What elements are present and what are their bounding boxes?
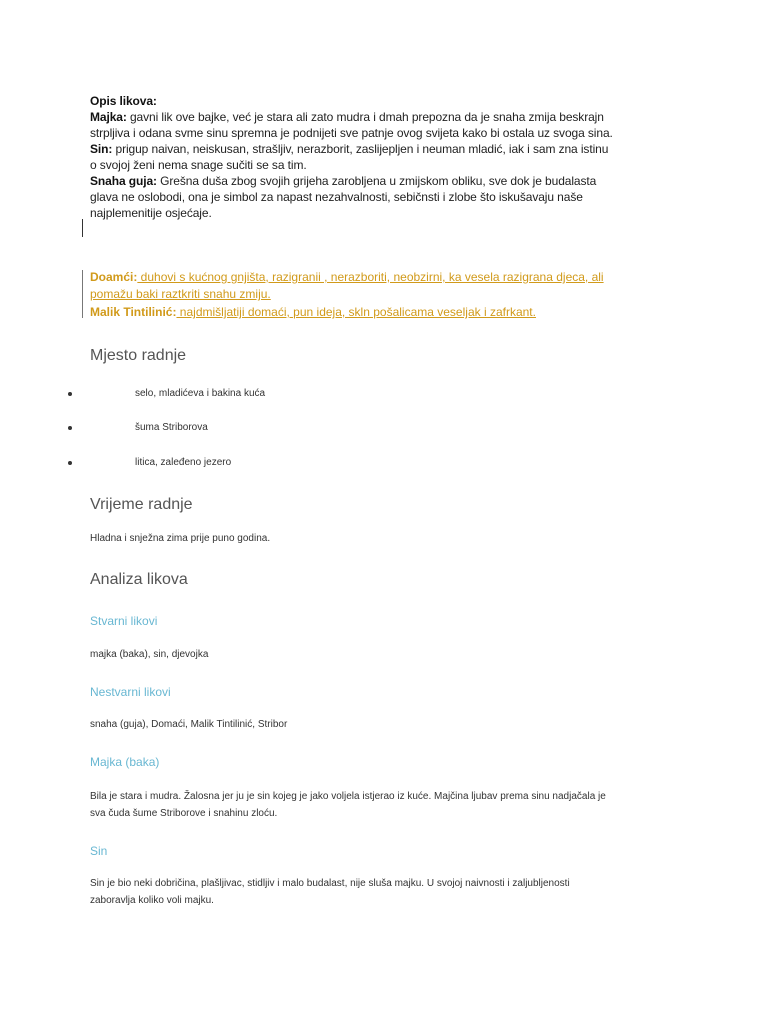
text-cursor [82,219,83,237]
opis-majka-line2: strpljiva i odana svme sinu spremna je podnijeti sve patnje ovog svijeta kako bi ostala uz svoga sina. [90,126,613,140]
malik-line: Malik Tintilinić: najdmišljatiji domaći, pun ideja, skln pošalicama veseljak i zafrkant. [90,305,536,319]
opis-title: Opis likova: [90,94,157,108]
mjesto-item-1: selo, mladićeva i bakina kuća [135,388,266,399]
stvarni-text: majka (baka), sin, djevojka [90,649,209,660]
malik-label: Malik Tintilinić: [90,305,177,319]
nestvarni-text: snaha (guja), Domaći, Malik Tintilinić, Stribor [90,719,288,730]
majka-text-line1: Bila je stara i mudra. Žalosna jer ju je sin kojeg je jako voljela istjerao iz kuće. Majčina ljubav prema sinu nadjačala je [90,791,606,802]
opis-snaha-line3: najplemenitije osjećaje. [90,206,212,220]
nestvarni-heading: Nestvarni likovi [90,685,171,699]
sin-label: Sin: [90,142,113,156]
bullet-dot [68,392,72,396]
stvarni-heading: Stvarni likovi [90,614,158,628]
opis-snaha-line1: Snaha guja: Grešna duša zbog svojih grijeha zarobljena u zmijskom obliku, sve dok je budalasta [90,174,597,188]
majka-heading: Majka (baka) [90,755,160,769]
bullet-dot [68,461,72,465]
opis-sin-line2: o svojoj ženi nema snage sučiti se sa tim. [90,158,307,172]
bullet-dot [68,426,72,430]
snaha-label: Snaha guja: [90,174,157,188]
majka-label: Majka: [90,110,127,124]
vrijeme-heading: Vrijeme radnje [90,496,193,513]
opis-snaha-line2: glava ne oslobodi, ona je simbol za napast nezahvalnosti, sebičnsti i zlobe što iskušavaju naše [90,190,583,204]
mjesto-heading: Mjesto radnje [90,347,187,364]
domaci-line2: pomažu baki raztkriti snahu zmiju. [90,287,271,301]
sin-heading: Sin [90,844,108,858]
majka-text-line2: sva čuda šume Striborove i snahinu zloću. [90,808,278,819]
sin-text-line2: zaboravlja koliko voli majku. [90,895,214,906]
opis-sin-line1: Sin: prigup naivan, neiskusan, strašljiv, nerazborit, zaslijepljen i neuman mladić, iak i sam zna istinu [90,142,609,156]
mjesto-item-2: šuma Striborova [135,422,208,433]
analiza-heading: Analiza likova [90,571,188,588]
domaci-label: Doamći: [90,270,138,284]
domaci-line1: Doamći: duhovi s kućnog gnjišta, razigranii , nerazboriti, neobzirni, ka vesela razigrana djeca, ali [90,270,604,284]
sin-text-line1: Sin je bio neki dobričina, plašljivac, stidljiv i malo budalast, nije sluša majku. U svojoj naivnosti i zaljubljenosti [90,878,570,889]
mjesto-item-3: litica, zaleđeno jezero [135,457,232,468]
change-bar [82,270,83,318]
vrijeme-text: Hladna i snježna zima prije puno godina. [90,533,271,544]
opis-majka-line1: Majka: gavni lik ove bajke, već je stara ali zato mudra i dmah prepozna da je snaha zmija beskrajn [90,110,604,124]
